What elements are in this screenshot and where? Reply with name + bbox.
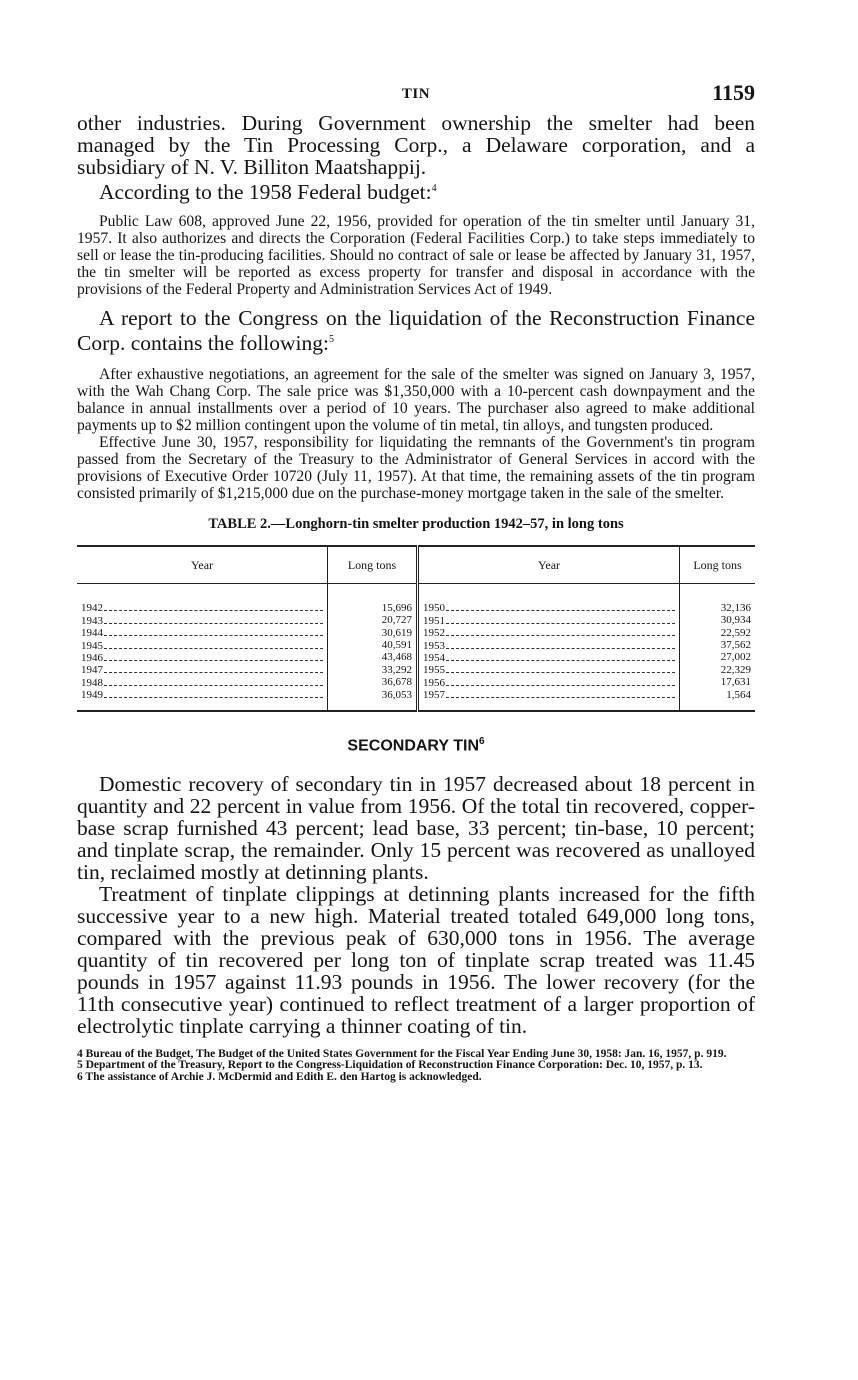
- dot-leader: [446, 615, 675, 624]
- cell-tons-right: 27,002: [680, 652, 756, 664]
- cell-year-right: [418, 640, 680, 652]
- dot-leader: [446, 652, 675, 661]
- production-table: [77, 545, 755, 711]
- dot-leader: [104, 615, 323, 624]
- budget-intro-text: According to the 1958 Federal budget:: [99, 180, 432, 205]
- table-caption: TABLE 2.—Longhorn-tin smelter production 1942–57, in long tons: [208, 516, 624, 533]
- dot-leader: [104, 602, 323, 611]
- table-row: [77, 689, 755, 710]
- footnote-5: 5 Department of the Treasury, Report to the Congress-Liquidation of Reconstruction Finance Corporation: Dec. 10, 1957, p. 13.: [77, 1059, 703, 1072]
- secondary-paragraph-2: Treatment of tinplate clippings at detinning plants increased for the fifth successive year to a new high. Material treated totaled 649,000 long tons, compared with the previous peak of 630,000 tons in 1956. The average quantity of tin recovered per long ton of tinplate scrap treated was 11.45 pounds in 1957 against 11.93 pounds in 1956. The lower recovery (for the 11th consecutive year) continued to reflect treatment of a larger proportion of electrolytic tinplate carrying a thinner coating of tin.: [77, 881, 755, 1038]
- dot-leader: [446, 602, 675, 611]
- section-heading-text: SECONDARY TIN: [347, 736, 479, 754]
- col-header-year-right: Year: [418, 546, 680, 584]
- intro-paragraph: other industries. During Government ownership the smelter had been managed by the Tin Processing Corp., a Delaware corporation, and a subsidiary of N. V. Billiton Maatshappij.: [77, 111, 755, 179]
- dot-leader: [104, 664, 323, 673]
- cell-year-left: [77, 615, 328, 627]
- cell-year-left: [77, 627, 328, 639]
- footnote-4: 4 Bureau of the Budget, The Budget of the United States Government for the Fiscal Year Ending June 30, 1958: Jan. 16, 1957, p. 919.: [77, 1047, 727, 1060]
- year-label: 1952: [423, 627, 445, 640]
- report-intro: [77, 307, 755, 354]
- report-intro-text: A report to the Congress on the liquidation of the Reconstruction Finance Corp. contains the following:: [77, 306, 755, 356]
- cell-year-right: [418, 584, 680, 615]
- year-label: 1946: [81, 651, 103, 664]
- year-label: 1945: [81, 639, 103, 652]
- cell-year-left: [77, 689, 328, 710]
- dot-leader: [104, 652, 323, 661]
- cell-tons-right: 1,564: [680, 689, 756, 710]
- table-row: [77, 677, 755, 689]
- dot-leader: [446, 640, 675, 649]
- table-row: [77, 627, 755, 639]
- year-label: 1957: [423, 689, 445, 702]
- dot-leader: [446, 677, 675, 686]
- year-label: 1947: [81, 664, 103, 677]
- secondary-paragraph-1: Domestic recovery of secondary tin in 1957 decreased about 18 percent in quantity and 22 percent in value from 1956. Of the total tin recovered, copper-base scrap furnished 43 percent; lead base, 33 percent; tin-base, 10 percent; and tinplate scrap, the remainder. Only 15 percent was recovered as unalloyed tin, reclaimed mostly at detinning plants.: [77, 771, 755, 884]
- year-label: 1950: [423, 602, 445, 615]
- cell-year-left: [77, 640, 328, 652]
- cell-tons-right: 30,934: [680, 615, 756, 627]
- dot-leader: [104, 677, 323, 686]
- running-header: [77, 82, 755, 112]
- dot-leader: [104, 627, 323, 636]
- report-quote-2: Effective June 30, 1957, responsibility for liquidating the remnants of the Government's tin program passed from the Secretary of the Treasury to the Administrator of General Services in accord with the provisions of Executive Order 10720 (July 11, 1957). At that time, the remaining assets of the tin program consisted primarily of $1,215,000 due on the purchase-money mortgage taken in the sale of the smelter.: [77, 434, 755, 503]
- cell-tons-left: 36,678: [328, 677, 418, 689]
- dot-leader: [446, 689, 675, 698]
- cell-year-left: [77, 584, 328, 615]
- footnote-ref-4: 4: [431, 183, 437, 194]
- budget-quote: Public Law 608, approved June 22, 1956, provided for operation of the tin smelter until January 31, 1957. It also authorizes and directs the Corporation (Federal Facilities Corp.) to take steps immediately to sell or lease the tin-producing facilities. Should no contract of sale or lease be affected by January 31, 1957, the tin smelter will be reported as excess property for transfer and disposal in accordance with the provisions of the Federal Property and Administration Services Act of 1949.: [77, 213, 755, 299]
- cell-year-right: [418, 652, 680, 664]
- dot-leader: [446, 627, 675, 636]
- cell-year-left: [77, 664, 328, 676]
- cell-year-right: [418, 664, 680, 676]
- cell-tons-right: 17,631: [680, 677, 756, 689]
- cell-tons-left: 15,696: [328, 584, 418, 615]
- col-header-tons-left: Long tons: [328, 546, 418, 584]
- dot-leader: [446, 664, 675, 673]
- table-body: [77, 584, 755, 711]
- cell-year-left: [77, 652, 328, 664]
- cell-year-right: [418, 627, 680, 639]
- dot-leader: [104, 640, 323, 649]
- year-label: 1942: [81, 602, 103, 615]
- cell-tons-right: 37,562: [680, 640, 756, 652]
- col-header-tons-right: Long tons: [680, 546, 756, 584]
- year-label: 1948: [81, 676, 103, 689]
- footnote-6: 6 The assistance of Archie J. McDermid and Edith E. den Hartog is acknowledged.: [77, 1070, 482, 1083]
- footnote-ref-5: 5: [329, 334, 334, 346]
- cell-tons-left: 20,727: [328, 615, 418, 627]
- running-title: TIN: [401, 86, 431, 102]
- year-label: 1949: [81, 689, 103, 702]
- section-heading-secondary-tin: [77, 736, 755, 755]
- year-label: 1956: [423, 676, 445, 689]
- cell-tons-right: 22,329: [680, 664, 756, 676]
- cell-year-right: [418, 689, 680, 710]
- cell-tons-left: 40,591: [328, 640, 418, 652]
- table-row: [77, 652, 755, 664]
- cell-tons-left: 33,292: [328, 664, 418, 676]
- cell-tons-left: 36,053: [328, 689, 418, 710]
- year-label: 1951: [423, 614, 445, 627]
- footnotes: [77, 1049, 755, 1084]
- cell-year-left: [77, 677, 328, 689]
- dot-leader: [104, 689, 323, 698]
- table-row: [77, 615, 755, 627]
- year-label: 1953: [423, 639, 445, 652]
- cell-tons-right: 22,592: [680, 627, 756, 639]
- year-label: 1943: [81, 614, 103, 627]
- year-label: 1955: [423, 664, 445, 677]
- table-row: [77, 584, 755, 615]
- footnote-ref-6: 6: [479, 735, 485, 747]
- cell-tons-right: 32,136: [680, 584, 756, 615]
- year-label: 1954: [423, 651, 445, 664]
- cell-tons-left: 30,619: [328, 627, 418, 639]
- col-header-year-left: Year: [77, 546, 328, 584]
- budget-intro: [77, 178, 755, 203]
- year-label: 1944: [81, 627, 103, 640]
- cell-year-right: [418, 615, 680, 627]
- report-quote-1: After exhaustive negotiations, an agreement for the sale of the smelter was signed on January 3, 1957, with the Wah Chang Corp. The sale price was $1,350,000 with a 10-percent cash downpayment and the balance in annual installments over a period of 10 years. The purchaser also agreed to make additional payments up to $2 million contingent upon the volume of tin metal, tin alloys, and tungsten produced.: [77, 366, 755, 435]
- table-row: [77, 640, 755, 652]
- table-row: [77, 664, 755, 676]
- page-number: 1159: [712, 80, 755, 105]
- cell-tons-left: 43,468: [328, 652, 418, 664]
- cell-year-right: [418, 677, 680, 689]
- page: [77, 82, 755, 1083]
